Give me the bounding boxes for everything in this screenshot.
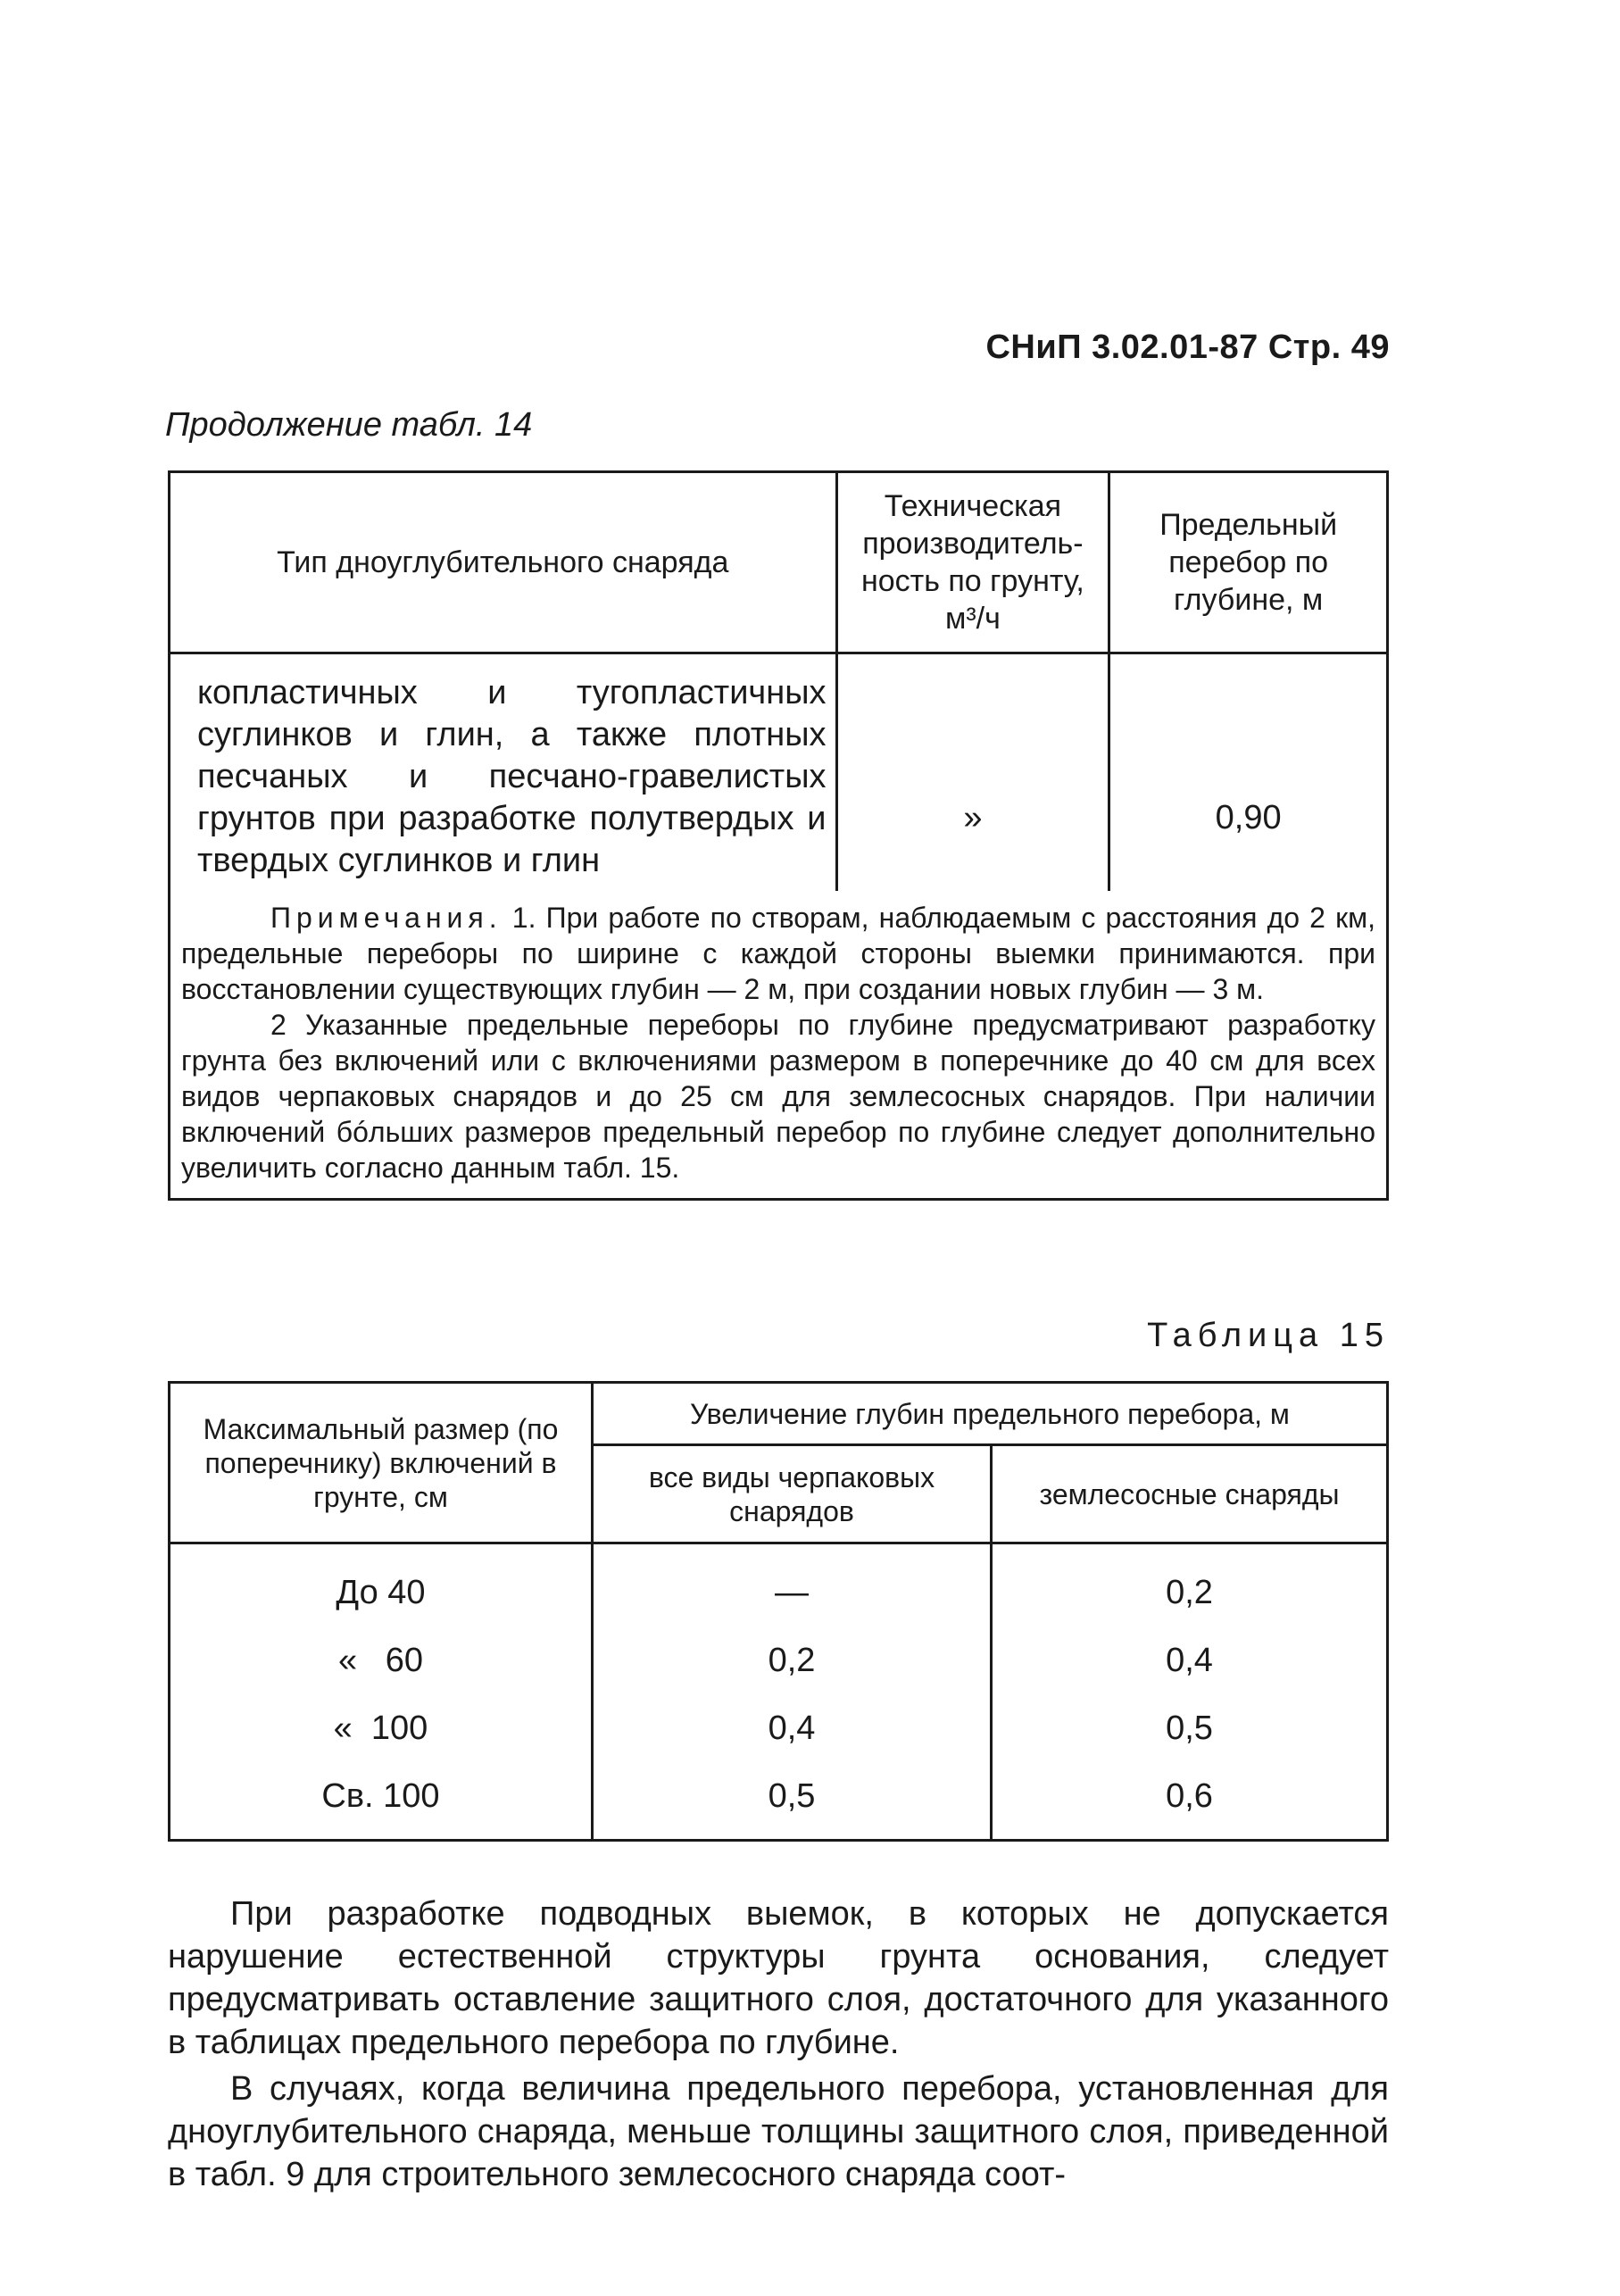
cell-suction: 0,6 [992,1762,1388,1841]
row-type-text: копластичных и тугопластичных суглинков и глин, а также плотных песчаных и песчано-гравелистых грунтов при разработке полутвердых и твердых суглинков и глин [197,674,827,879]
body-text [168,1893,1389,2196]
table-row [170,1543,1388,1627]
cell-suction: 0,2 [992,1543,1388,1627]
header-inclusion-size [170,1383,593,1543]
row-productivity: » [836,653,1109,892]
header-suction-dredgers: землесосные снаряды [992,1445,1388,1543]
table-row [170,1626,1388,1694]
cell-suction: 0,4 [992,1626,1388,1694]
cell-suction: 0,5 [992,1694,1388,1762]
row-overdig: 0,90 [1109,653,1388,892]
notes-heading: Примечания. [270,902,503,934]
table-notes [170,891,1388,1200]
header-depth-increase: Увеличение глубин предельного перебора, м [592,1383,1387,1445]
table-15-label: Таблица 15 [1147,1317,1390,1354]
header-inclusion-size-text: Максимальный размер (по поперечнику) включений в грунте, см [203,1412,559,1513]
paragraph: При разработке подводных выемок, в которых не допускается нарушение естественной структуры грунта основания, следует предусматривать оставление защитного слоя, достаточного для указанного в таблицах предельного перебора по глубине. [168,1895,1389,2061]
table-row [170,1762,1388,1841]
note-2: 2 Указанные предельные переборы по глубине предусматривают разработку грунта без включений или с включениями размером в поперечнике до 40 см для всех видов черпаковых снарядов и до 25 см для землесосных снарядов. При наличии включений бóльших размеров предельный перебор по глубине следует дополнительно увеличить согласно данным табл. 15. [181,1009,1375,1184]
paragraph: В случаях, когда величина предельного перебора, установленная для дноуглубительного снаряда, меньше толщины защитного слоя, приведенной в табл. 9 для строительного землесосного снаряда соот- [168,2070,1389,2193]
table-row [170,1694,1388,1762]
header-bucket-dredgers [592,1445,991,1543]
header-overdig [1109,472,1388,653]
cell-bucket: 0,2 [592,1626,991,1694]
note-1-text: 1. При работе по створам, наблюдаемым с расстояния до 2 км, предельные переборы по ширине с каждой стороны выемки принимаются. при восстановлении существующих глубин — 2 м, при создании новых глубин — 3 м. [181,902,1375,1005]
header-productivity [836,472,1109,653]
cell-size: « 100 [170,1694,593,1762]
table-15 [168,1381,1389,1842]
header-dredger-type: Тип дноуглубительного снаряда [170,472,837,653]
header-productivity-unit: м³/ч [944,602,1001,636]
cell-size: Св. 100 [170,1762,593,1841]
header-bucket-dredgers-text: все виды черпаковых снарядов [648,1460,935,1527]
cell-size: До 40 [170,1543,593,1627]
continuation-label: Продолжение табл. 14 [165,406,533,444]
row-type-cell [170,653,837,892]
cell-bucket: 0,5 [592,1762,991,1841]
cell-size: « 60 [170,1626,593,1694]
cell-bucket: 0,4 [592,1694,991,1762]
running-head: СНиП 3.02.01-87 Стр. 49 [985,329,1390,366]
header-overdig-text: Предельный перебор по глубине, м [1159,508,1338,617]
note-1 [181,900,1375,1007]
table-14-continuation [168,470,1389,1201]
header-productivity-text: Техническая производитель-ность по грунту, [860,489,1084,598]
cell-bucket: — [592,1543,991,1627]
